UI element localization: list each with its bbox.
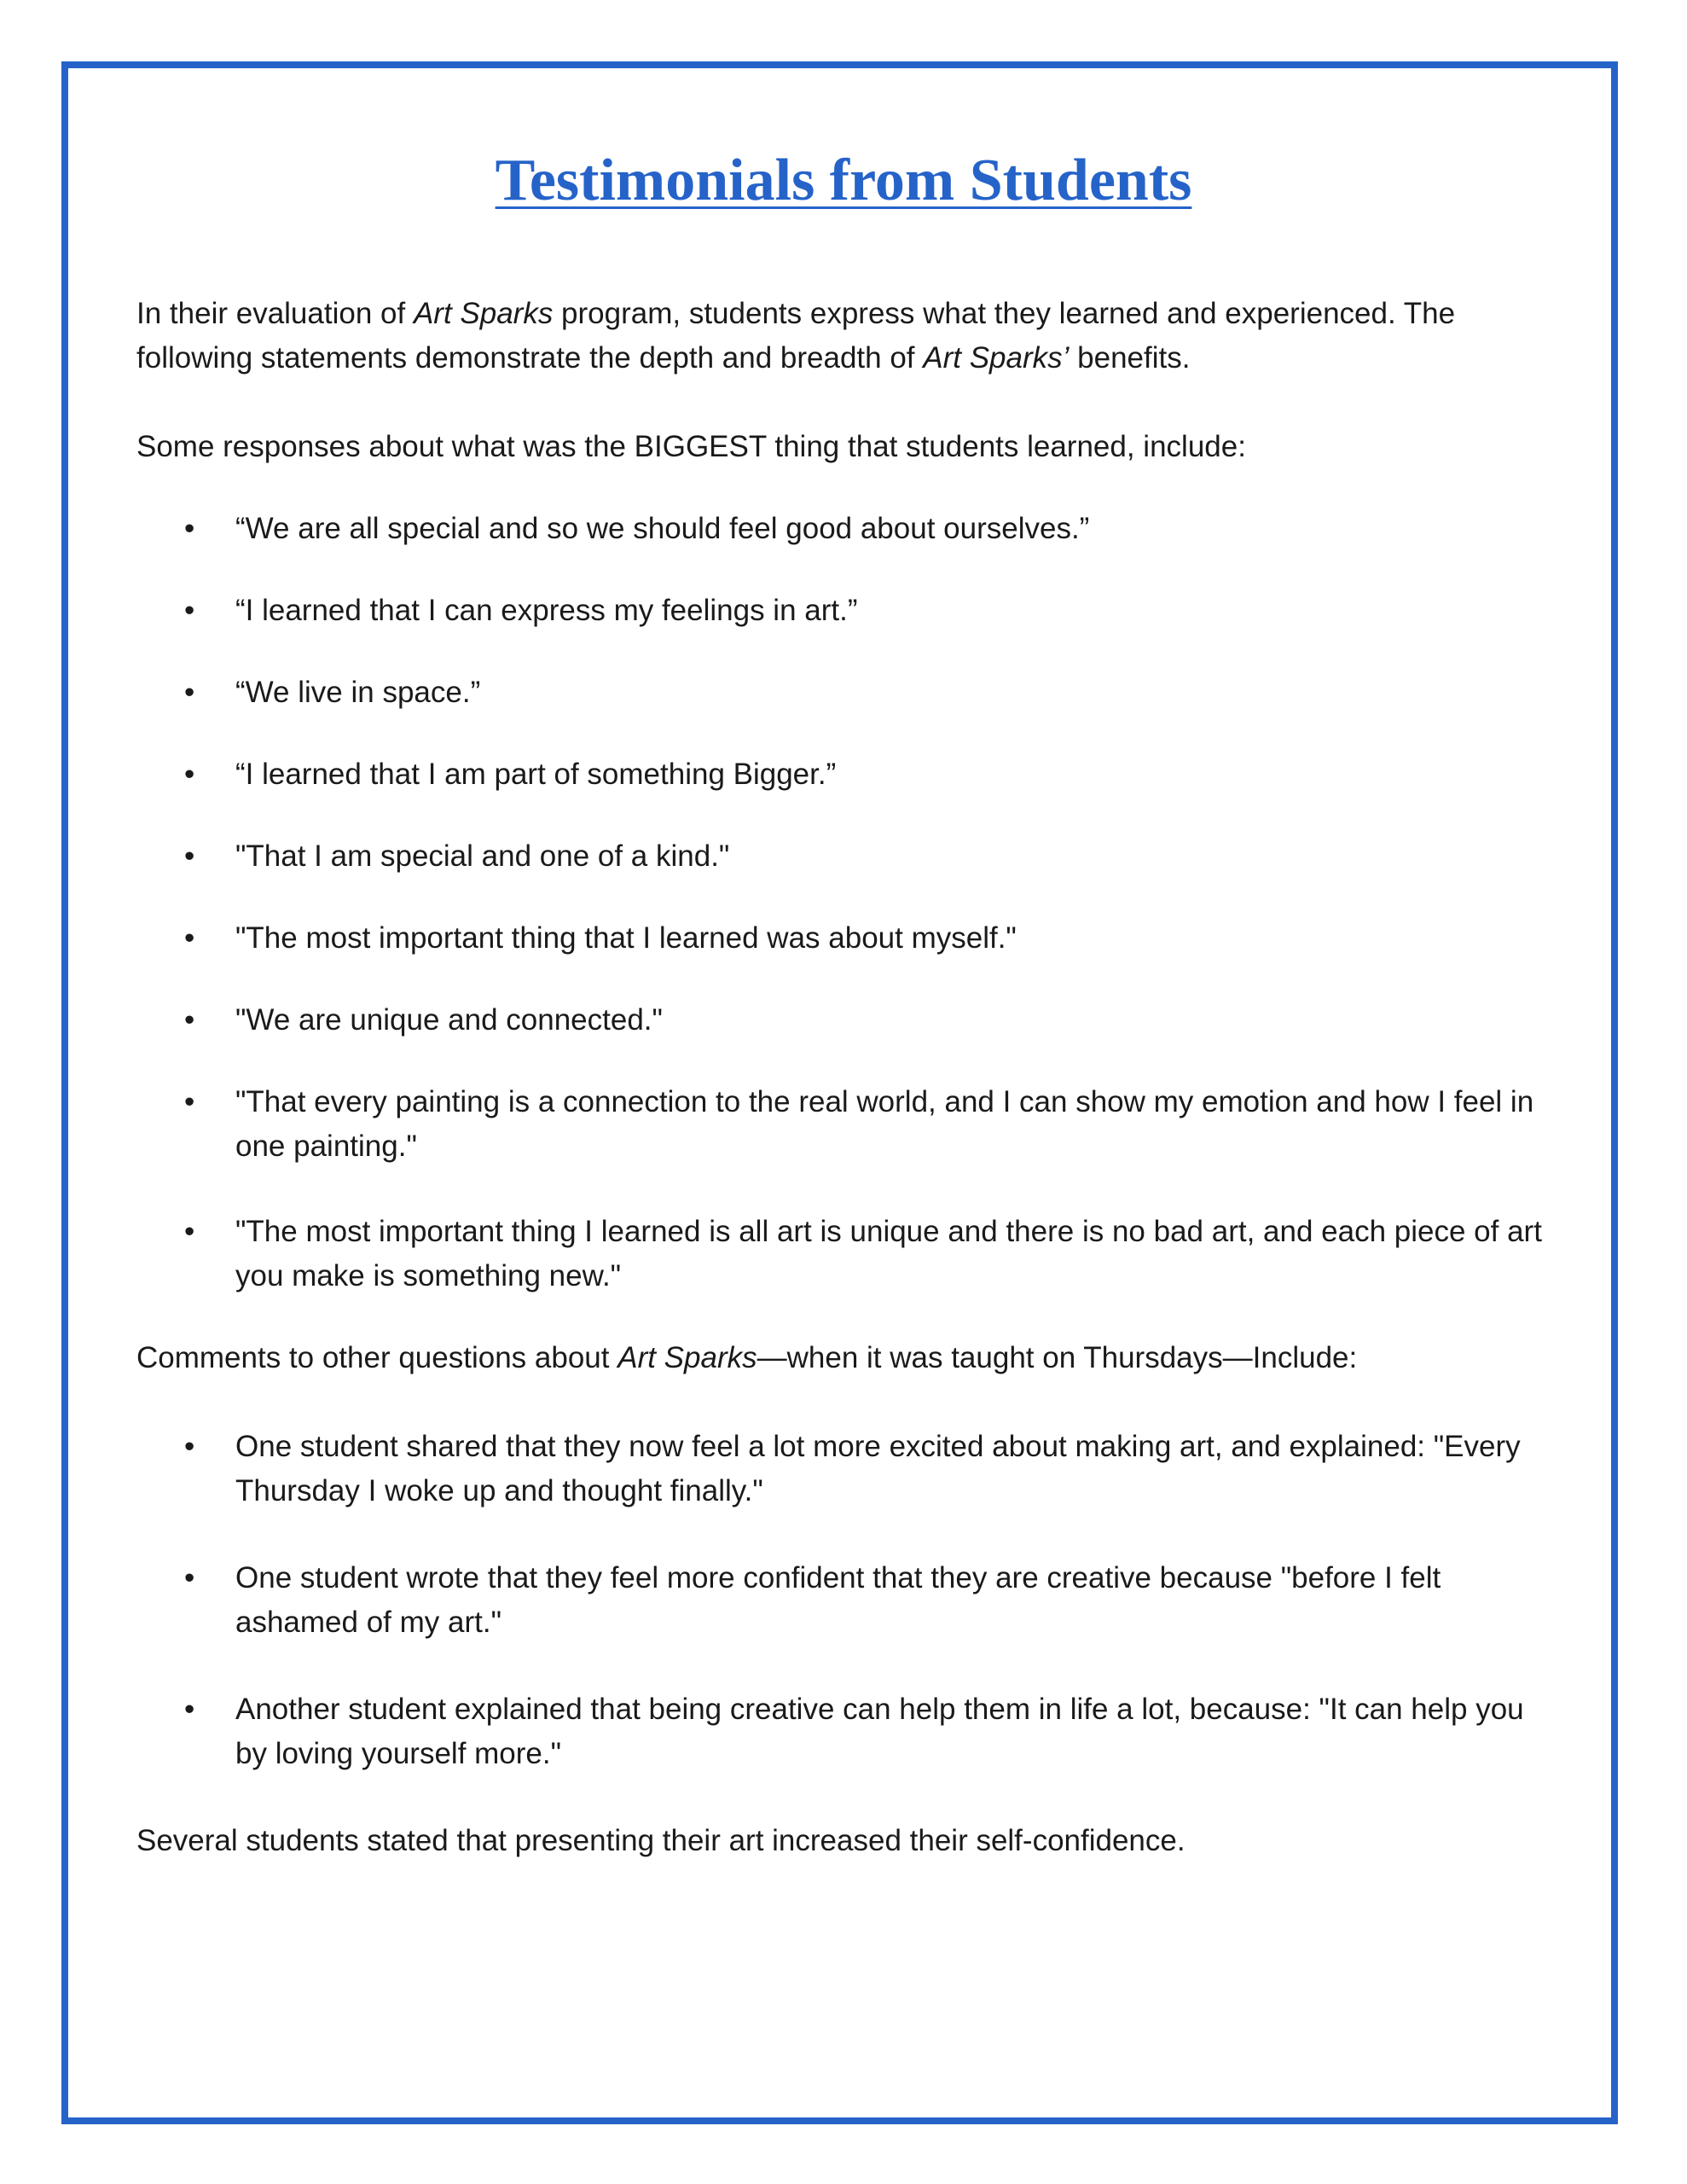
bullet-icon: • xyxy=(184,512,195,545)
bullet-icon: • xyxy=(184,921,195,955)
list-item: • One student wrote that they feel more confident that they are creative because "before I felt ashamed of my art." xyxy=(235,1556,1551,1645)
list-item: • "The most important thing that I learned was about myself." xyxy=(235,916,1551,961)
bullet-icon: • xyxy=(184,839,195,873)
list-item: • "That I am special and one of a kind." xyxy=(235,834,1551,879)
bullet-icon: • xyxy=(184,1215,195,1248)
intro-paragraph: In their evaluation of Art Sparks program, students express what they learned and experienced. The following statements demonstrate the depth and breadth of Art Sparks’ benefits. xyxy=(136,297,1456,375)
bullet-icon: • xyxy=(184,1561,195,1594)
closing-paragraph: Several students stated that presenting their art increased their self-confidence. xyxy=(136,1824,1186,1857)
bullet-icon: • xyxy=(184,676,195,709)
list-item: • “We live in space.” xyxy=(235,671,1551,715)
comments-lead: Comments to other questions about Art Sparks—when it was taught on Thursdays—Include: xyxy=(136,1341,1358,1374)
list-item: • "That every painting is a connection to the real world, and I can show my emotion and how I feel in one painting." xyxy=(235,1080,1551,1169)
comments-list xyxy=(136,1425,1551,1776)
list-item: • One student shared that they now feel a lot more excited about making art, and explained: "Every Thursday I woke up and thought finally." xyxy=(235,1425,1551,1513)
bullet-icon: • xyxy=(184,1003,195,1037)
biggest-list xyxy=(136,507,1551,1298)
page-title: Testimonials from Students xyxy=(495,148,1192,213)
bullet-icon: • xyxy=(184,1693,195,1726)
list-item: • Another student explained that being creative can help them in life a lot, because: "It can help you by loving yourself more." xyxy=(235,1687,1551,1776)
list-item: • "We are unique and connected." xyxy=(235,998,1551,1043)
list-item: • “I learned that I am part of something Bigger.” xyxy=(235,752,1551,797)
list-item: • “We are all special and so we should feel good about ourselves.” xyxy=(235,507,1551,551)
biggest-lead: Some responses about what was the BIGGEST thing that students learned, include: xyxy=(136,430,1246,463)
list-item: • "The most important thing I learned is all art is unique and there is no bad art, and each piece of art you make is something new." xyxy=(235,1210,1551,1298)
bullet-icon: • xyxy=(184,1085,195,1118)
bullet-icon: • xyxy=(184,594,195,627)
document-body xyxy=(136,145,1551,1863)
bullet-icon: • xyxy=(184,1430,195,1463)
bullet-icon: • xyxy=(184,758,195,791)
list-item: • “I learned that I can express my feelings in art.” xyxy=(235,589,1551,633)
